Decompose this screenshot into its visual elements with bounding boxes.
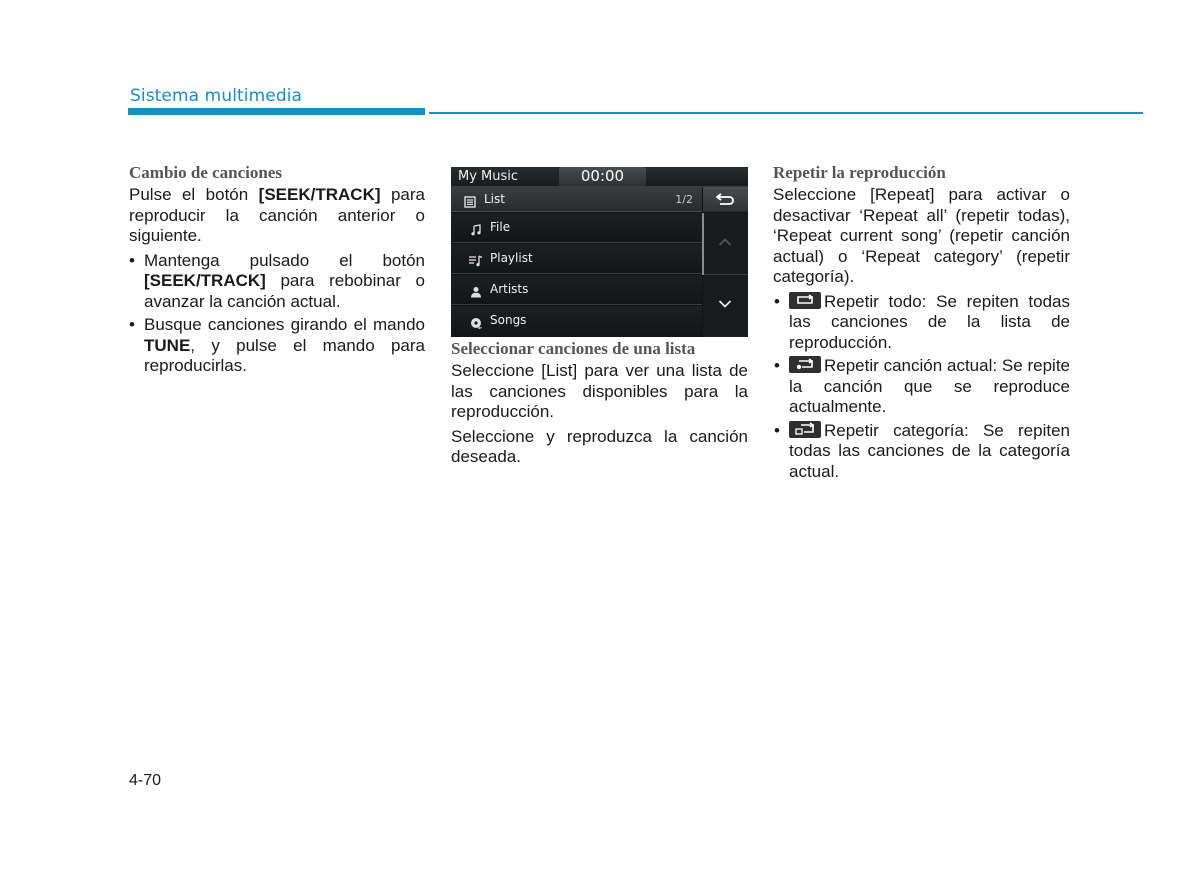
header-accent-bar (128, 108, 425, 115)
list-label: List (484, 192, 505, 206)
list-item (774, 356, 1070, 418)
back-button[interactable] (703, 187, 748, 212)
column-seleccionar-canciones (451, 338, 748, 472)
menu-item-label: File (490, 220, 511, 234)
paragraph-text: Pulse el botón (129, 185, 259, 204)
repeat-current-song-icon (789, 356, 821, 373)
screen-title: My Music (458, 169, 519, 184)
menu-item-label: Artists (490, 282, 529, 296)
heading-repetir-reproduccion: Repetir la reproducción (773, 163, 946, 182)
scroll-controls (703, 213, 748, 337)
bullet-list (129, 251, 425, 377)
repeat-bullet-list (774, 292, 1070, 483)
menu-item-label: Songs (490, 313, 527, 327)
clock-display: 00:00 (559, 167, 646, 186)
disc-icon (470, 314, 482, 333)
back-arrow-icon (716, 192, 735, 206)
bullet-text: , y pulse el mando para reproducirlas. (144, 335, 425, 375)
heading-cambio-canciones: Cambio de canciones (129, 163, 282, 182)
scrollbar-thumb[interactable] (702, 213, 704, 275)
bullet-text: Repetir todo: Se repiten todas las canciones de la lista de reproducción. (789, 291, 1070, 352)
menu-item-playlist[interactable] (451, 244, 702, 274)
tune-keyword: TUNE (144, 335, 191, 355)
paragraph-text: para reproducir la canción anterior o siguiente. (129, 185, 425, 245)
menu-item-label: Playlist (490, 251, 533, 265)
page-indicator: 1/2 (675, 193, 693, 206)
playlist-icon (468, 252, 484, 271)
menu-item-songs[interactable] (451, 306, 702, 336)
section-title: Sistema multimedia (130, 86, 303, 106)
list-item (129, 251, 425, 313)
bullet-text: Repetir categoría: Se repiten todas las canciones de la categoría actual. (789, 420, 1070, 481)
my-music-screen (451, 167, 748, 337)
heading-seleccionar-canciones: Seleccionar canciones de una lista (451, 339, 696, 358)
column-repetir-reproduccion (773, 162, 1070, 485)
column-cambio-canciones (129, 162, 425, 380)
list-item (774, 292, 1070, 354)
paragraph-select: Seleccione y reproduzca la canción deseada. (451, 426, 748, 466)
list-icon (464, 193, 476, 212)
scroll-down-button[interactable] (703, 275, 748, 337)
page-number: 4-70 (129, 772, 162, 789)
paragraph-repeat: Seleccione [Repeat] para activar o desactivar ‘Repeat all’ (repetir todas), ‘Repeat current song’ (repetir canción actual) o ‘Repeat category’ (repetir categoría). (773, 185, 1070, 286)
scroll-up-button[interactable] (703, 213, 748, 275)
seek-track-keyword: [SEEK/TRACK] (258, 185, 381, 204)
chevron-down-icon (718, 299, 732, 309)
music-note-icon (470, 221, 482, 240)
repeat-all-icon (789, 292, 821, 309)
menu-item-file[interactable] (451, 213, 702, 243)
bullet-text: para rebobinar o avanzar la canción actual. (144, 271, 425, 311)
list-header[interactable] (451, 187, 702, 212)
person-icon (470, 283, 482, 302)
bullet-text: Repetir canción actual: Se repite la canción que se reproduce actualmente. (789, 356, 1070, 416)
header-rule (429, 112, 1143, 114)
bullet-text: Mantenga pulsado el botón (144, 250, 425, 270)
list-item (129, 315, 425, 377)
repeat-category-icon (789, 421, 821, 438)
bullet-text: Busque canciones girando el mando (144, 315, 425, 334)
screen-status-bar (451, 167, 748, 187)
paragraph-seek-track (129, 185, 425, 247)
seek-track-keyword: [SEEK/TRACK] (144, 271, 266, 290)
paragraph-list: Seleccione [List] para ver una lista de las canciones disponibles para la reproducción. (451, 361, 748, 421)
chevron-up-icon (718, 237, 732, 247)
menu-item-artists[interactable] (451, 275, 702, 305)
list-item (774, 421, 1070, 483)
